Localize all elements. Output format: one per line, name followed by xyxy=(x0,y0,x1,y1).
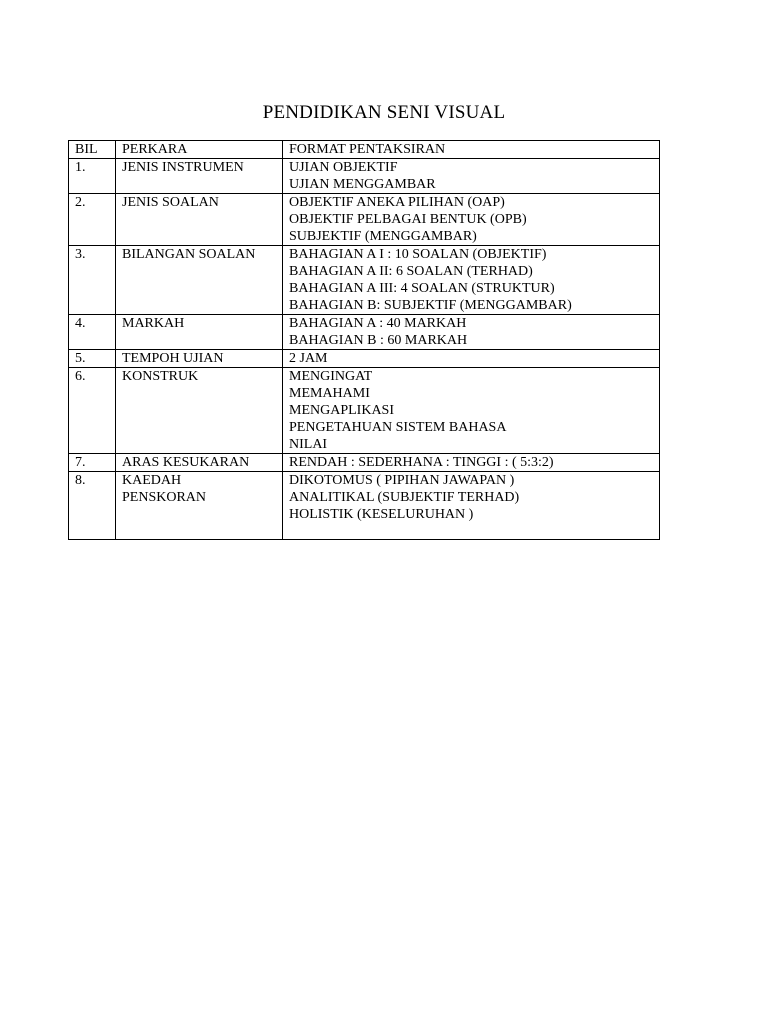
format-line: PENGETAHUAN SISTEM BAHASA xyxy=(289,420,507,435)
format-line: MEMAHAMI xyxy=(289,386,370,401)
assessment-format-table xyxy=(68,140,660,540)
cell-format xyxy=(283,368,660,454)
cell-perkara xyxy=(116,368,283,454)
cell-format xyxy=(283,246,660,315)
cell-perkara xyxy=(116,194,283,246)
format-line: MENGINGAT xyxy=(289,369,373,384)
cell-bil: 8. xyxy=(69,472,116,540)
cell-bil: 6. xyxy=(69,368,116,454)
format-line: HOLISTIK (KESELURUHAN ) xyxy=(289,507,474,522)
table-row xyxy=(69,350,660,368)
header-bil: BIL xyxy=(69,141,116,159)
format-line: OBJEKTIF ANEKA PILIHAN (OAP) xyxy=(289,195,505,210)
table-row xyxy=(69,315,660,350)
document-title: PENDIDIKAN SENI VISUAL xyxy=(262,102,506,123)
format-line: BAHAGIAN B : 60 MARKAH xyxy=(289,333,468,348)
cell-bil: 2. xyxy=(69,194,116,246)
perkara-line: KONSTRUK xyxy=(122,369,199,384)
table-header-row xyxy=(69,141,660,159)
table-row xyxy=(69,246,660,315)
cell-perkara xyxy=(116,454,283,472)
perkara-line: JENIS SOALAN xyxy=(122,195,219,210)
format-line: UJIAN OBJEKTIF xyxy=(289,160,398,175)
perkara-line: PENSKORAN xyxy=(122,490,207,505)
perkara-line: TEMPOH UJIAN xyxy=(122,351,224,366)
cell-bil: 4. xyxy=(69,315,116,350)
cell-perkara xyxy=(116,246,283,315)
cell-bil: 7. xyxy=(69,454,116,472)
format-line: NILAI xyxy=(289,437,328,452)
format-line: BAHAGIAN A III: 4 SOALAN (STRUKTUR) xyxy=(289,281,555,296)
cell-format xyxy=(283,194,660,246)
format-line: BAHAGIAN A II: 6 SOALAN (TERHAD) xyxy=(289,264,533,279)
table-row xyxy=(69,159,660,194)
cell-format xyxy=(283,315,660,350)
perkara-line: JENIS INSTRUMEN xyxy=(122,160,244,175)
cell-format xyxy=(283,159,660,194)
cell-bil: 1. xyxy=(69,159,116,194)
cell-perkara xyxy=(116,472,283,540)
format-line: BAHAGIAN A : 40 MARKAH xyxy=(289,316,467,331)
cell-bil: 5. xyxy=(69,350,116,368)
perkara-line: KAEDAH xyxy=(122,473,182,488)
format-line: DIKOTOMUS ( PIPIHAN JAWAPAN ) xyxy=(289,473,515,488)
table-row xyxy=(69,368,660,454)
table-row xyxy=(69,472,660,540)
format-line: BAHAGIAN A I : 10 SOALAN (OBJEKTIF) xyxy=(289,247,547,262)
format-line: BAHAGIAN B: SUBJEKTIF (MENGGAMBAR) xyxy=(289,298,572,313)
cell-format xyxy=(283,472,660,540)
perkara-line: MARKAH xyxy=(122,316,185,331)
cell-perkara xyxy=(116,159,283,194)
cell-bil: 3. xyxy=(69,246,116,315)
cell-perkara xyxy=(116,350,283,368)
table-row xyxy=(69,454,660,472)
header-perkara: PERKARA xyxy=(116,141,283,159)
format-line: SUBJEKTIF (MENGGAMBAR) xyxy=(289,229,477,244)
format-line: MENGAPLIKASI xyxy=(289,403,394,418)
format-line: UJIAN MENGGAMBAR xyxy=(289,177,436,192)
cell-format xyxy=(283,454,660,472)
format-line: 2 JAM xyxy=(289,351,328,366)
cell-perkara xyxy=(116,315,283,350)
table-row xyxy=(69,194,660,246)
header-format: FORMAT PENTAKSIRAN xyxy=(283,141,660,159)
perkara-line: BILANGAN SOALAN xyxy=(122,247,256,262)
format-line: RENDAH : SEDERHANA : TINGGI : ( 5:3:2) xyxy=(289,455,554,470)
format-line: ANALITIKAL (SUBJEKTIF TERHAD) xyxy=(289,490,520,505)
perkara-line: ARAS KESUKARAN xyxy=(122,455,250,470)
format-line: OBJEKTIF PELBAGAI BENTUK (OPB) xyxy=(289,212,527,227)
cell-format xyxy=(283,350,660,368)
